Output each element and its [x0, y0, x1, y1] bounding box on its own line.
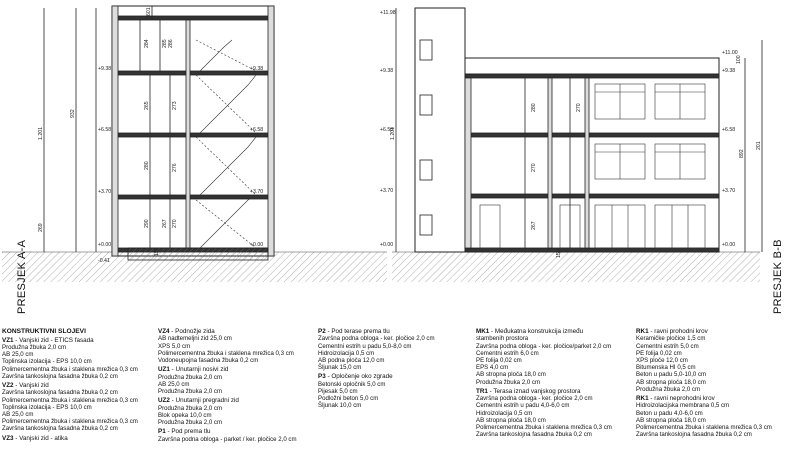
layer-heading [158, 397, 316, 404]
dim-label: 286 [168, 39, 174, 48]
dim-label: 932 [70, 109, 76, 118]
layer-heading [2, 337, 158, 344]
layer-line: Polimercementna žbuka i staklena mrežica 0,3 cm [2, 418, 138, 426]
dim-label: 1.201 [390, 127, 396, 140]
separator: - [325, 328, 332, 335]
layer-name: Međukatna konstrukcija između [494, 328, 584, 335]
layer-heading [158, 328, 316, 335]
windows [480, 84, 705, 248]
layer-line: Cementni estrih u padu 5,0-8,0 cm [318, 342, 412, 350]
layer-block [158, 428, 316, 443]
dim-label: 284 [144, 39, 150, 48]
layer-line: AB 25,0 cm [158, 380, 190, 388]
level-mark: +11.98 [380, 10, 396, 16]
slab [112, 16, 274, 20]
dim-label: 285 [162, 39, 168, 48]
layer-line: Toplinska izolacija - EPS 10,0 cm [2, 358, 92, 366]
layer-code: P3 [318, 373, 326, 381]
layer-heading [636, 395, 800, 402]
layer-block [2, 435, 158, 442]
layer-name: Vanjski zid - ETICS fasada [19, 336, 94, 344]
layer-line: AB nadtemeljni zid 25,0 cm [158, 335, 232, 343]
layer-name: Terasa iznad vanjskog prostora [493, 387, 581, 395]
layer-block [636, 395, 800, 438]
layer-line: stambenih prostora [476, 335, 529, 343]
section-b [392, 8, 762, 282]
level-mark: +6.58 [98, 127, 112, 133]
layer-line: Keramičke pločice 1,5 cm [636, 335, 706, 343]
level-mark: +9.38 [380, 68, 394, 74]
level-mark: +3.70 [722, 188, 736, 194]
layer-block [476, 328, 636, 386]
slab [465, 74, 719, 78]
layer-heading [476, 328, 636, 335]
dim-label: 273 [172, 101, 178, 110]
slab [112, 195, 274, 199]
layer-block [636, 328, 800, 393]
level-mark: +6.58 [722, 127, 736, 133]
ground-b [392, 252, 760, 282]
separator: - [487, 387, 494, 395]
layer-line: Hidroizolacija 0,5 cm [318, 349, 375, 357]
separator: - [169, 397, 176, 405]
separator: - [489, 328, 495, 335]
layer-block [318, 328, 476, 371]
layer-line: Produžna žbuka 2,0 cm [158, 404, 223, 412]
layer-line: Završna podna obloga - ker. pločice/parket 2,0 cm [476, 342, 612, 350]
layer-line: Završna podna obloga - ker. pločice 2,0 cm [476, 395, 593, 403]
separator: - [325, 373, 332, 381]
layer-line: Produžna žbuka 2,0 cm [2, 344, 67, 351]
legend-col-2 [158, 328, 316, 462]
layer-heading [2, 435, 158, 442]
layer-name: Vanjski zid - atika [19, 434, 68, 442]
legend-col-1 [2, 328, 158, 462]
layer-line: Vodoneupojna fasadna žbuka 0,2 cm [158, 357, 259, 365]
layer-line: Završna tankoslojna fasadna žbuka 0,2 cm [636, 431, 752, 439]
layer-heading [158, 428, 316, 435]
layer-line: AB stropna ploča 18,0 cm [636, 378, 706, 386]
layer-line: Toplinska izolacija - EPS 10,0 cm [2, 403, 92, 411]
legend-col-4 [476, 328, 636, 462]
layer-name: Pod prema tlu [171, 428, 211, 436]
legend-col-3 [318, 328, 476, 462]
level-mark: +9.38 [250, 66, 264, 72]
layer-code: UZ1 [158, 366, 170, 374]
layer-line: Produžna žbuka 2,0 cm [636, 385, 701, 393]
layer-line: Beton u padu 5,0-10,0 cm [636, 371, 707, 379]
layer-line: Završna podna obloga - parket / ker. pločice 2,0 cm [158, 435, 297, 443]
layer-name: Pod terase prema tlu [331, 328, 390, 335]
layer-line: Hidroizolacijska membrana 0,5 cm [636, 402, 730, 410]
level-mark: +9.38 [98, 66, 112, 72]
separator: - [165, 428, 172, 436]
layer-heading [2, 382, 158, 389]
level-mark: +0.00 [380, 242, 394, 248]
dim-label: 100 [736, 55, 742, 64]
layer-line: Betonski opločnik 5,0 cm [318, 380, 386, 388]
layer-line: Cementni estrih 5,0 cm [636, 342, 699, 350]
layer-name: Opločenje oko zgrade [331, 373, 393, 381]
level-mark: +6.58 [250, 127, 264, 133]
dim-label: 267 [162, 219, 168, 228]
dim-label: 1.201 [38, 127, 44, 140]
slab [112, 133, 274, 137]
layer-line: Cementni estrih 6,0 cm [476, 349, 539, 357]
layer-line: PE folija 0,02 cm [636, 349, 682, 357]
layer-code: VZ1 [2, 336, 14, 344]
layer-line: AB podna ploča 12,0 cm [318, 357, 385, 365]
layer-code: P2 [318, 328, 326, 335]
separator: - [648, 395, 655, 403]
dim-label: 150 [556, 249, 562, 258]
layer-code: RK1 [636, 328, 649, 335]
layer-line: Polimercementna žbuka i staklena mrežica 0,3 cm [2, 365, 138, 373]
layer-line: Polimercementna žbuka i staklena mrežica 0,3 cm [636, 424, 772, 432]
layer-line: AB stropna ploča 18,0 cm [636, 416, 706, 424]
dim-label: 267 [531, 221, 537, 230]
layer-line: Bitumenska HI 0,5 cm [636, 364, 696, 372]
level-mark: +0.00 [250, 242, 264, 248]
layer-name: Unutarnji nosivi zid [175, 366, 229, 374]
dim-label: 269 [38, 223, 44, 232]
layer-code: RK1 [636, 395, 649, 403]
layer-name: ravni neprohodni krov [654, 395, 715, 403]
layer-heading [318, 328, 476, 335]
layer-line: Polimercementna žbuka i staklena mrežica 0,3 cm [158, 349, 294, 357]
layer-line: EPS 4,0 cm [476, 364, 509, 372]
layer-code: UZ2 [158, 397, 170, 405]
level-mark: +11.00 [722, 50, 738, 56]
layer-line: Podložni beton 5,0 cm [318, 395, 379, 403]
dim-label: 201 [756, 141, 762, 150]
layer-line: Hidroizolacija 0,5 cm [476, 409, 533, 417]
layer-line: Završna tankoslojna fasadna žbuka 0,2 cm [2, 372, 118, 380]
level-mark: +3.70 [380, 188, 394, 194]
layer-code: P1 [158, 428, 166, 436]
layer-line: AB 25,0 cm [2, 351, 34, 359]
layer-line: Završna tankoslojna fasadna žbuka 0,2 cm [2, 425, 118, 433]
layer-block [158, 366, 316, 395]
layer-line: PE folija 0,02 cm [476, 357, 522, 365]
dim-label: 270 [531, 163, 537, 172]
level-mark: +0.00 [722, 242, 736, 248]
section-a-title: PRESJEK A-A [16, 239, 28, 314]
layer-line: Cementni estrih u padu 4,0-6,0 cm [476, 402, 570, 410]
layer-line: AB stropna ploča 18,0 cm [476, 371, 546, 379]
legend-col-5 [636, 328, 800, 462]
layer-line: Beton u padu 4,0-6,0 cm [636, 409, 703, 417]
layer-line: Blok opeka 10,0 cm [158, 411, 212, 419]
layer-heading [636, 328, 800, 335]
layer-code: VZ4 [158, 328, 170, 335]
separator: - [13, 336, 20, 344]
layer-code: TR1 [476, 387, 488, 395]
layer-block [318, 373, 476, 409]
dim-label: 276 [172, 163, 178, 172]
layer-line: Polimercementna žbuka i staklena mrežica 0,3 cm [2, 396, 138, 404]
slab [465, 133, 719, 137]
level-mark: +3.70 [250, 189, 264, 195]
layer-heading [318, 373, 476, 380]
layer-block [158, 397, 316, 426]
layer-heading [476, 388, 636, 395]
layer-line: XPS ploče 12,0 cm [636, 357, 688, 365]
layer-name: ravni prohodni krov [654, 328, 708, 335]
section-a [2, 6, 387, 282]
layer-line: Produžna žbuka 2,0 cm [158, 373, 223, 381]
layer-line: Produžna žbuka 2,0 cm [158, 419, 223, 427]
layer-code: MK1 [476, 328, 490, 335]
layer-line: AB 25,0 cm [2, 411, 34, 419]
separator: - [169, 328, 176, 335]
layer-line: XPS 5,0 cm [158, 342, 191, 350]
dim-label: 150 [154, 247, 160, 256]
layer-line: Završna tankoslojna fasadna žbuka 0,2 cm [476, 431, 592, 439]
dim-label: 892 [739, 149, 745, 158]
layer-name: Podnožje zida [175, 328, 215, 335]
layer-line: Pijesak 5,0 cm [318, 388, 358, 396]
slab [465, 248, 719, 252]
legend-title: KONSTRUKTIVNI SLOJEVI [2, 328, 86, 335]
dim-label: 270 [172, 219, 178, 228]
level-mark: +6.58 [380, 127, 394, 133]
layer-code: VZ2 [2, 382, 14, 390]
layer-block [2, 337, 158, 380]
layer-line: Završna podna obloga - ker. pločice 2,0 cm [318, 335, 435, 343]
dim-label: 290 [144, 219, 150, 228]
layer-line: Šljunak 10,0 cm [318, 402, 362, 410]
level-mark: +9.38 [722, 68, 736, 74]
layer-line: Produžna žbuka 2,0 cm [476, 378, 541, 386]
level-mark: -0.41 [98, 258, 110, 264]
separator: - [648, 328, 655, 335]
dim-label: 270 [576, 103, 582, 112]
layer-block [158, 328, 316, 364]
layer-code: VZ3 [2, 434, 14, 442]
layer-line: AB stropna ploča 18,0 cm [476, 416, 546, 424]
separator: - [13, 382, 20, 390]
layer-line: Završna tankoslojna fasadna žbuka 0,2 cm [2, 389, 118, 397]
separator: - [169, 366, 176, 374]
layer-name: Unutarnji pregradni zid [175, 397, 239, 405]
dim-label: 280 [144, 161, 150, 170]
slab [465, 194, 719, 198]
dim-label: 601 [146, 7, 152, 16]
separator: - [13, 434, 20, 442]
layer-block [2, 382, 158, 433]
layer-line: Šljunak 15,0 cm [318, 364, 362, 372]
layer-heading [158, 366, 316, 373]
level-mark: +0.00 [98, 242, 112, 248]
layer-line: Polimercementna žbuka i staklena mrežica 0,3 cm [476, 424, 612, 432]
dim-label: 280 [531, 103, 537, 112]
section-b-title: PRESJEK B-B [772, 239, 784, 314]
layer-line: Produžna žbuka 2,0 cm [158, 388, 223, 396]
level-mark: +3.70 [98, 189, 112, 195]
layer-block [476, 388, 636, 439]
dim-label: 265 [144, 101, 150, 110]
layer-name: Vanjski zid [19, 382, 49, 390]
